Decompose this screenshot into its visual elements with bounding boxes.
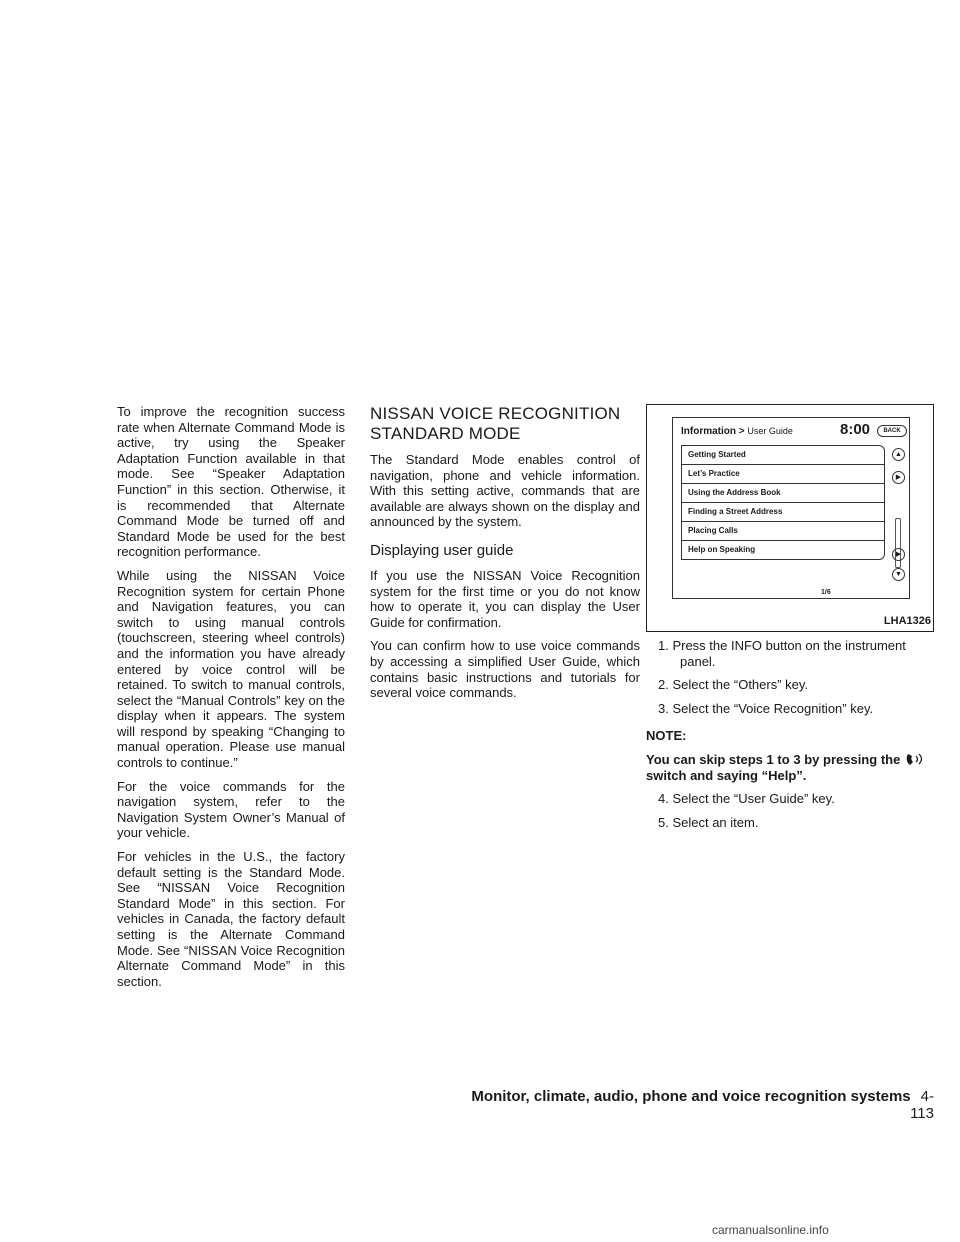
step-item: 2. Select the “Others” key.	[658, 677, 809, 693]
paragraph: For the voice commands for the navigation system, refer to the Navigation System Owner’s Manual of your vehicle.	[117, 778, 345, 841]
menu-item: Finding a Street Address	[682, 503, 884, 522]
note-text	[646, 752, 934, 783]
step-item: 4. Select the “User Guide” key.	[658, 791, 835, 807]
user-guide-figure	[646, 404, 934, 632]
talk-switch-icon	[904, 753, 934, 767]
paragraph: While using the NISSAN Voice Recognition system for certain Phone and Navigation features, you can switch to using manual controls (touchscreen, steering wheel controls) and the information you have already entered by voice control will be retained. To switch to manual controls, select the “Manual Controls” key on the display when it appears. The system will respond by speaking “Changing to manual operation. Please use manual controls to continue.”	[117, 567, 345, 771]
paragraph: If you use the NISSAN Voice Recognition system for the first time or you do not know how to operate it, you can display the User Guide for confirmation.	[370, 567, 640, 630]
menu-item: Let’s Practice	[682, 465, 884, 484]
chapter-title: Monitor, climate, audio, phone and voice recognition systems	[471, 1088, 911, 1105]
steps-list-continued	[646, 791, 934, 830]
menu-item: Using the Address Book	[682, 484, 884, 503]
menu-item: Placing Calls	[682, 522, 884, 541]
page-footer	[463, 1088, 934, 1122]
step-item: 3. Select the “Voice Recognition” key.	[658, 700, 874, 716]
left-column	[117, 404, 345, 997]
note-text-after: switch and saying “Help”.	[646, 767, 807, 783]
page-indicator: 1/6	[821, 589, 831, 596]
menu-item: Help on Speaking	[688, 545, 756, 554]
watermark: carmanualsonline.info	[712, 1223, 829, 1237]
scroll-up-icon: ▶	[892, 471, 905, 484]
page-number: 4-113	[910, 1088, 934, 1122]
note-label: NOTE:	[646, 728, 687, 744]
step-item: 1. Press the INFO button on the instrument panel.	[658, 638, 906, 669]
right-column	[646, 404, 934, 838]
scroll-bottom-icon: ▼	[892, 568, 905, 581]
scroll-down-icon: ▶	[892, 548, 905, 561]
subsection-heading: Displaying user guide	[370, 541, 514, 559]
back-button: BACK	[877, 425, 907, 437]
screen-title	[681, 424, 793, 440]
middle-column	[370, 404, 640, 709]
screen-title-text: Information >	[681, 426, 745, 437]
display-screen	[672, 417, 910, 599]
clock: 8:00	[840, 421, 871, 438]
menu-item: Getting Started	[682, 446, 884, 465]
screen-subtitle: User Guide	[747, 426, 793, 436]
paragraph: To improve the recognition success rate when Alternate Command Mode is active, try using the Speaker Adaptation Function available in that mode. See “Speaker Adaptation Function” in this section. Otherwise, it is recommended that Alternate Command Mode be turned off and Standard Mode be used for the best recognition performance.	[117, 404, 345, 560]
figure-code: LHA1326	[883, 615, 931, 628]
scroll-top-icon: ▲	[892, 448, 905, 461]
step-item: 5. Select an item.	[658, 814, 759, 830]
steps-list	[646, 638, 934, 716]
user-guide-menu	[681, 445, 885, 560]
paragraph: You can confirm how to use voice commands by accessing a simplified User Guide, which contains basic instructions and tutorials for several voice commands.	[370, 638, 640, 701]
paragraph: For vehicles in the U.S., the factory default setting is the Standard Mode. See “NISSAN Voice Recognition Standard Mode” in this section. For vehicles in Canada, the factory default setting is the Alternate Command Mode. See “NISSAN Voice Recognition Alternate Command Mode” in this section.	[117, 849, 345, 989]
section-heading: NISSAN VOICE RECOGNITION STANDARD MODE	[370, 404, 621, 443]
note-text-before: You can skip steps 1 to 3 by pressing the	[646, 751, 901, 767]
paragraph: The Standard Mode enables control of navigation, phone and vehicle information. With this setting active, commands that are available are always shown on the display and announced by the system.	[370, 452, 640, 530]
